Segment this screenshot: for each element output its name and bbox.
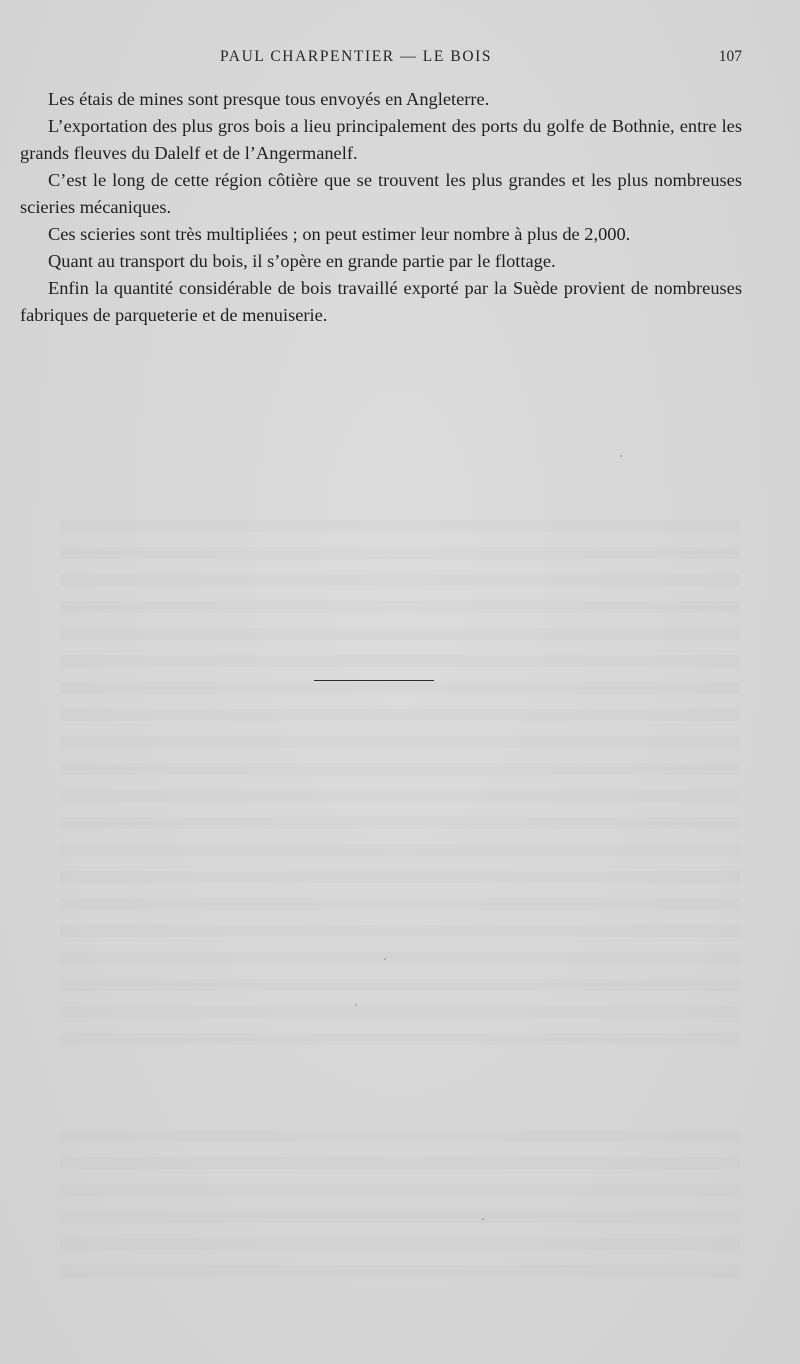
paragraph: Enfin la quantité considérable de bois travaillé exporté par la Suède provient de nombreuses fabriques de parqueterie et de menuiserie. bbox=[20, 278, 742, 325]
paper-speck bbox=[482, 1218, 484, 1220]
section-divider-rule bbox=[314, 680, 434, 681]
paragraph: C’est le long de cette région côtière que se trouvent les plus grandes et les plus nombreuses scieries mécaniques. bbox=[20, 170, 742, 217]
paragraph: L’exportation des plus gros bois a lieu principalement des ports du golfe de Bothnie, entre les grands fleuves du Dalelf et de l’Angermanelf. bbox=[20, 116, 742, 163]
body-text bbox=[20, 86, 742, 329]
running-title: PAUL CHARPENTIER — LE BOIS bbox=[220, 48, 493, 65]
bleed-through-texture-lower bbox=[60, 1130, 740, 1290]
page-number: 107 bbox=[718, 48, 742, 65]
bleed-through-texture bbox=[60, 520, 740, 1060]
paper-speck bbox=[355, 1004, 357, 1006]
paragraph: Quant au transport du bois, il s’opère en grande partie par le flottage. bbox=[48, 251, 556, 271]
page-header bbox=[0, 48, 800, 72]
paragraph: Ces scieries sont très multipliées ; on peut estimer leur nombre à plus de 2,000. bbox=[48, 224, 631, 244]
paper-speck bbox=[384, 958, 386, 960]
paper-speck bbox=[620, 455, 622, 457]
paragraph: Les étais de mines sont presque tous envoyés en Angleterre. bbox=[48, 89, 490, 109]
